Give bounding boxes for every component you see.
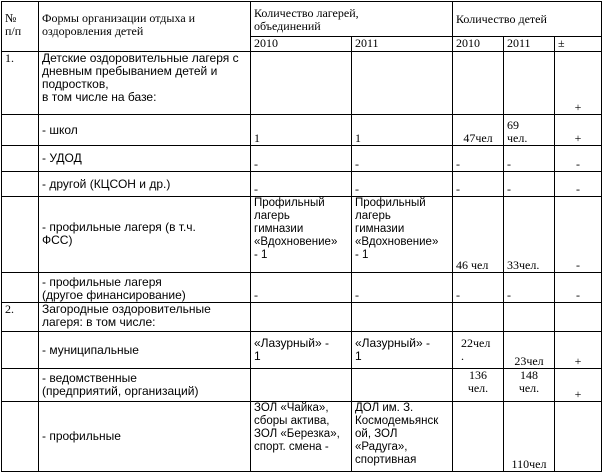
row-camps-2011 bbox=[352, 369, 453, 402]
header-forms: Формы организации отдыха и оздоровления детей bbox=[39, 2, 251, 52]
table-row bbox=[2, 303, 602, 332]
row-camps-2010 bbox=[251, 369, 352, 402]
row-num bbox=[2, 172, 39, 197]
row-kids-2010: - bbox=[453, 146, 504, 172]
row-kids-2010: 46 чел bbox=[453, 197, 504, 273]
row-num bbox=[2, 402, 39, 472]
row-pm bbox=[555, 402, 602, 472]
table-row bbox=[2, 115, 602, 146]
row-pm: - bbox=[555, 146, 602, 172]
row-label: Детские оздоровительные лагеря с дневным пребыванием детей и подростков, в том числе на базе: bbox=[39, 52, 251, 115]
row-kids-2010 bbox=[453, 52, 504, 115]
row-kids-2011: - bbox=[504, 172, 555, 197]
row-pm: + bbox=[555, 369, 602, 402]
header-children-2010: 2010 bbox=[453, 37, 504, 52]
row-camps-2011: - bbox=[352, 273, 453, 303]
header-camps-count: Количество лагерей, объединений bbox=[251, 2, 453, 37]
header-children-2011: 2011 bbox=[504, 37, 555, 52]
row-camps-2011: - bbox=[352, 146, 453, 172]
row-kids-2011: 33чел. bbox=[504, 197, 555, 273]
row-camps-2010: 1 bbox=[251, 115, 352, 146]
row-camps-2010: ЗОЛ «Чайка», сборы актива, ЗОЛ «Березка», спорт. смена - bbox=[251, 402, 352, 472]
row-pm: + bbox=[555, 115, 602, 146]
row-num bbox=[2, 369, 39, 402]
row-camps-2011: «Лазурный» - 1 bbox=[352, 332, 453, 369]
row-camps-2011: 1 bbox=[352, 115, 453, 146]
row-pm: - bbox=[555, 197, 602, 273]
row-kids-2010: 136 чел. bbox=[453, 369, 504, 402]
row-kids-2011 bbox=[504, 303, 555, 332]
row-label: - профильные лагеря (другое финансирование) bbox=[39, 273, 251, 303]
header-pm: ± bbox=[555, 37, 602, 52]
row-camps-2010 bbox=[251, 303, 352, 332]
header-camps-2010: 2010 bbox=[251, 37, 352, 52]
row-num bbox=[2, 197, 39, 273]
row-label: - профильные лагеря (в т.ч. ФСС) bbox=[39, 197, 251, 273]
row-label: - другой (КЦСОН и др.) bbox=[39, 172, 251, 197]
row-label: Загородные оздоровительные лагеря: в том числе: bbox=[39, 303, 251, 332]
row-camps-2011 bbox=[352, 303, 453, 332]
row-label: - УДОД bbox=[39, 146, 251, 172]
row-num: 2. bbox=[2, 303, 39, 332]
table-row bbox=[2, 197, 602, 273]
row-num: 1. bbox=[2, 52, 39, 115]
row-kids-2011: 23чел bbox=[504, 332, 555, 369]
table-row bbox=[2, 146, 602, 172]
header-num: № п/п bbox=[2, 2, 39, 52]
row-kids-2011: 148 чел. bbox=[504, 369, 555, 402]
row-num bbox=[2, 273, 39, 303]
row-num bbox=[2, 115, 39, 146]
row-label: - профильные bbox=[39, 402, 251, 472]
row-pm: + bbox=[555, 52, 602, 115]
row-kids-2011: - bbox=[504, 146, 555, 172]
table-row bbox=[2, 273, 602, 303]
table-row bbox=[2, 172, 602, 197]
header-children-count: Количество детей bbox=[453, 2, 602, 37]
row-camps-2011: Профильный лагерь гимназии «Вдохновение» - 1 bbox=[352, 197, 453, 273]
row-pm: - bbox=[555, 172, 602, 197]
row-kids-2010: - bbox=[453, 273, 504, 303]
row-kids-2010: 22чел . bbox=[453, 332, 504, 369]
table-row bbox=[2, 402, 602, 472]
row-label: - ведомственные (предприятий, организаций) bbox=[39, 369, 251, 402]
row-num bbox=[2, 332, 39, 369]
table-row bbox=[2, 52, 602, 115]
row-camps-2011: - bbox=[352, 172, 453, 197]
row-kids-2010: 47чел bbox=[453, 115, 504, 146]
row-camps-2010: - bbox=[251, 146, 352, 172]
row-camps-2010 bbox=[251, 52, 352, 115]
row-num bbox=[2, 146, 39, 172]
row-pm: + bbox=[555, 332, 602, 369]
header-camps-2011: 2011 bbox=[352, 37, 453, 52]
row-camps-2010: - bbox=[251, 273, 352, 303]
table-row bbox=[2, 369, 602, 402]
row-camps-2010: «Лазурный» - 1 bbox=[251, 332, 352, 369]
row-camps-2011 bbox=[352, 52, 453, 115]
row-camps-2010: - bbox=[251, 172, 352, 197]
row-pm bbox=[555, 303, 602, 332]
row-kids-2010: - bbox=[453, 172, 504, 197]
row-kids-2011: - bbox=[504, 273, 555, 303]
row-pm: - bbox=[555, 273, 602, 303]
table-row bbox=[2, 332, 602, 369]
camps-table bbox=[1, 1, 602, 472]
row-label: - школ bbox=[39, 115, 251, 146]
row-kids-2010 bbox=[453, 402, 504, 472]
row-kids-2011: 110чел bbox=[504, 402, 555, 472]
row-camps-2011: ДОЛ им. З. Космодемьянск ой, ЗОЛ «Радуга», спортивная bbox=[352, 402, 453, 472]
row-label: - муниципальные bbox=[39, 332, 251, 369]
row-camps-2010: Профильный лагерь гимназии «Вдохновение» - 1 bbox=[251, 197, 352, 273]
row-kids-2010 bbox=[453, 303, 504, 332]
row-kids-2011 bbox=[504, 52, 555, 115]
row-kids-2011: 69 чел. bbox=[504, 115, 555, 146]
